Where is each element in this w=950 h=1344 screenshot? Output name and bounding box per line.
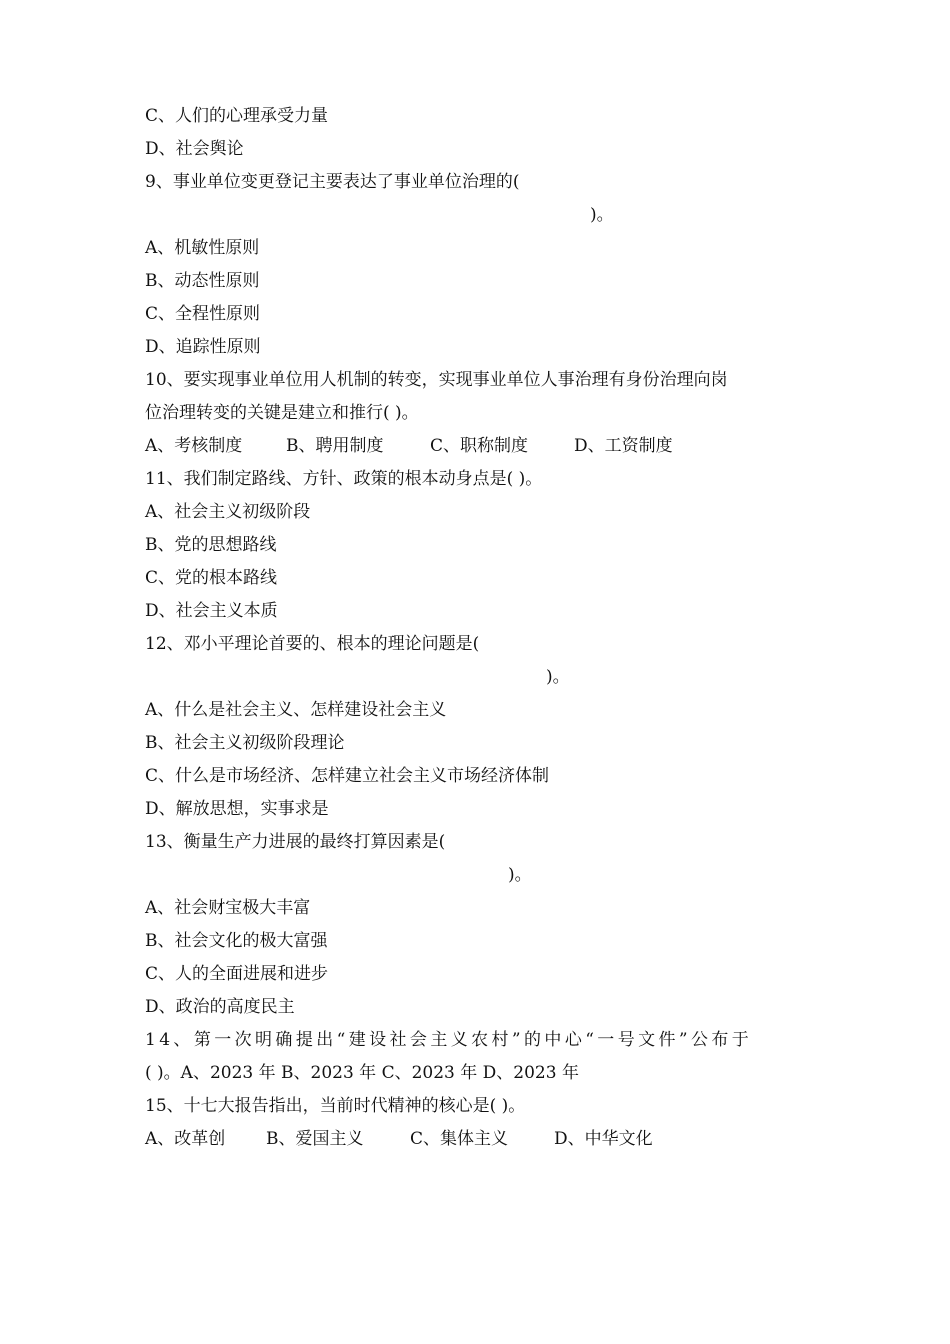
q10-option-c: C、职称制度 bbox=[430, 436, 529, 456]
q12-option-c: C、什么是市场经济、怎样建立社会主义市场经济体制 bbox=[145, 766, 550, 786]
q11-stem: 11、我们制定路线、方针、政策的根本动身点是( )。 bbox=[145, 469, 543, 489]
q13-option-d: D、政治的高度民主 bbox=[145, 997, 295, 1017]
q12-option-a: A、什么是社会主义、怎样建设社会主义 bbox=[145, 700, 447, 720]
q9-option-c: C、全程性原则 bbox=[145, 304, 261, 324]
q12-stem: 12、邓小平理论首要的、根本的理论问题是( bbox=[145, 634, 480, 654]
q15-options bbox=[145, 1128, 685, 1150]
q14-stem: 14、第一次明确提出“建设社会主义农村”的中心“一号文件”公布于 bbox=[145, 1030, 753, 1050]
q11-option-b: B、党的思想路线 bbox=[145, 535, 277, 555]
q15-option-b: B、爱国主义 bbox=[266, 1129, 364, 1149]
q13-stem-end: )。 bbox=[508, 865, 532, 885]
q13-option-c: C、人的全面进展和进步 bbox=[145, 964, 329, 984]
q10-option-b: B、聘用制度 bbox=[286, 436, 384, 456]
q10-option-d: D、工资制度 bbox=[574, 436, 673, 456]
q8-option-c: C、人们的心理承受力量 bbox=[145, 106, 329, 126]
q13-stem: 13、衡量生产力进展的最终打算因素是( bbox=[145, 832, 446, 852]
q15-option-c: C、集体主义 bbox=[410, 1129, 509, 1149]
q8-option-d: D、社会舆论 bbox=[145, 139, 244, 159]
q14-stem-cont: ( )。A、2023 年 B、2023 年 C、2023 年 D、2023 年 bbox=[145, 1063, 579, 1083]
q13-option-b: B、社会文化的极大富强 bbox=[145, 931, 328, 951]
q15-option-a: A、改革创 bbox=[145, 1129, 226, 1149]
q12-stem-end: )。 bbox=[546, 667, 570, 687]
q12-option-d: D、解放思想，实事求是 bbox=[145, 799, 329, 819]
q9-option-b: B、动态性原则 bbox=[145, 271, 260, 291]
q13-option-a: A、社会财宝极大丰富 bbox=[145, 898, 311, 918]
q15-stem: 15、十七大报告指出，当前时代精神的核心是( )。 bbox=[145, 1096, 526, 1116]
q10-options bbox=[145, 435, 705, 457]
q15-option-d: D、中华文化 bbox=[554, 1129, 653, 1149]
q11-option-c: C、党的根本路线 bbox=[145, 568, 278, 588]
q9-stem: 9、事业单位变更登记主要表达了事业单位治理的( bbox=[145, 172, 520, 192]
q11-option-a: A、社会主义初级阶段 bbox=[145, 502, 311, 522]
q11-option-d: D、社会主义本质 bbox=[145, 601, 278, 621]
q10-stem: 10、要实现事业单位用人机制的转变，实现事业单位人事治理有身份治理向岗 bbox=[145, 370, 728, 390]
q12-option-b: B、社会主义初级阶段理论 bbox=[145, 733, 345, 753]
q9-option-d: D、追踪性原则 bbox=[145, 337, 261, 357]
q9-stem-end: )。 bbox=[590, 205, 614, 225]
q10-stem-cont: 位治理转变的关键是建立和推行( )。 bbox=[145, 403, 419, 423]
q9-option-a: A、机敏性原则 bbox=[145, 238, 260, 258]
q10-option-a: A、考核制度 bbox=[145, 436, 243, 456]
